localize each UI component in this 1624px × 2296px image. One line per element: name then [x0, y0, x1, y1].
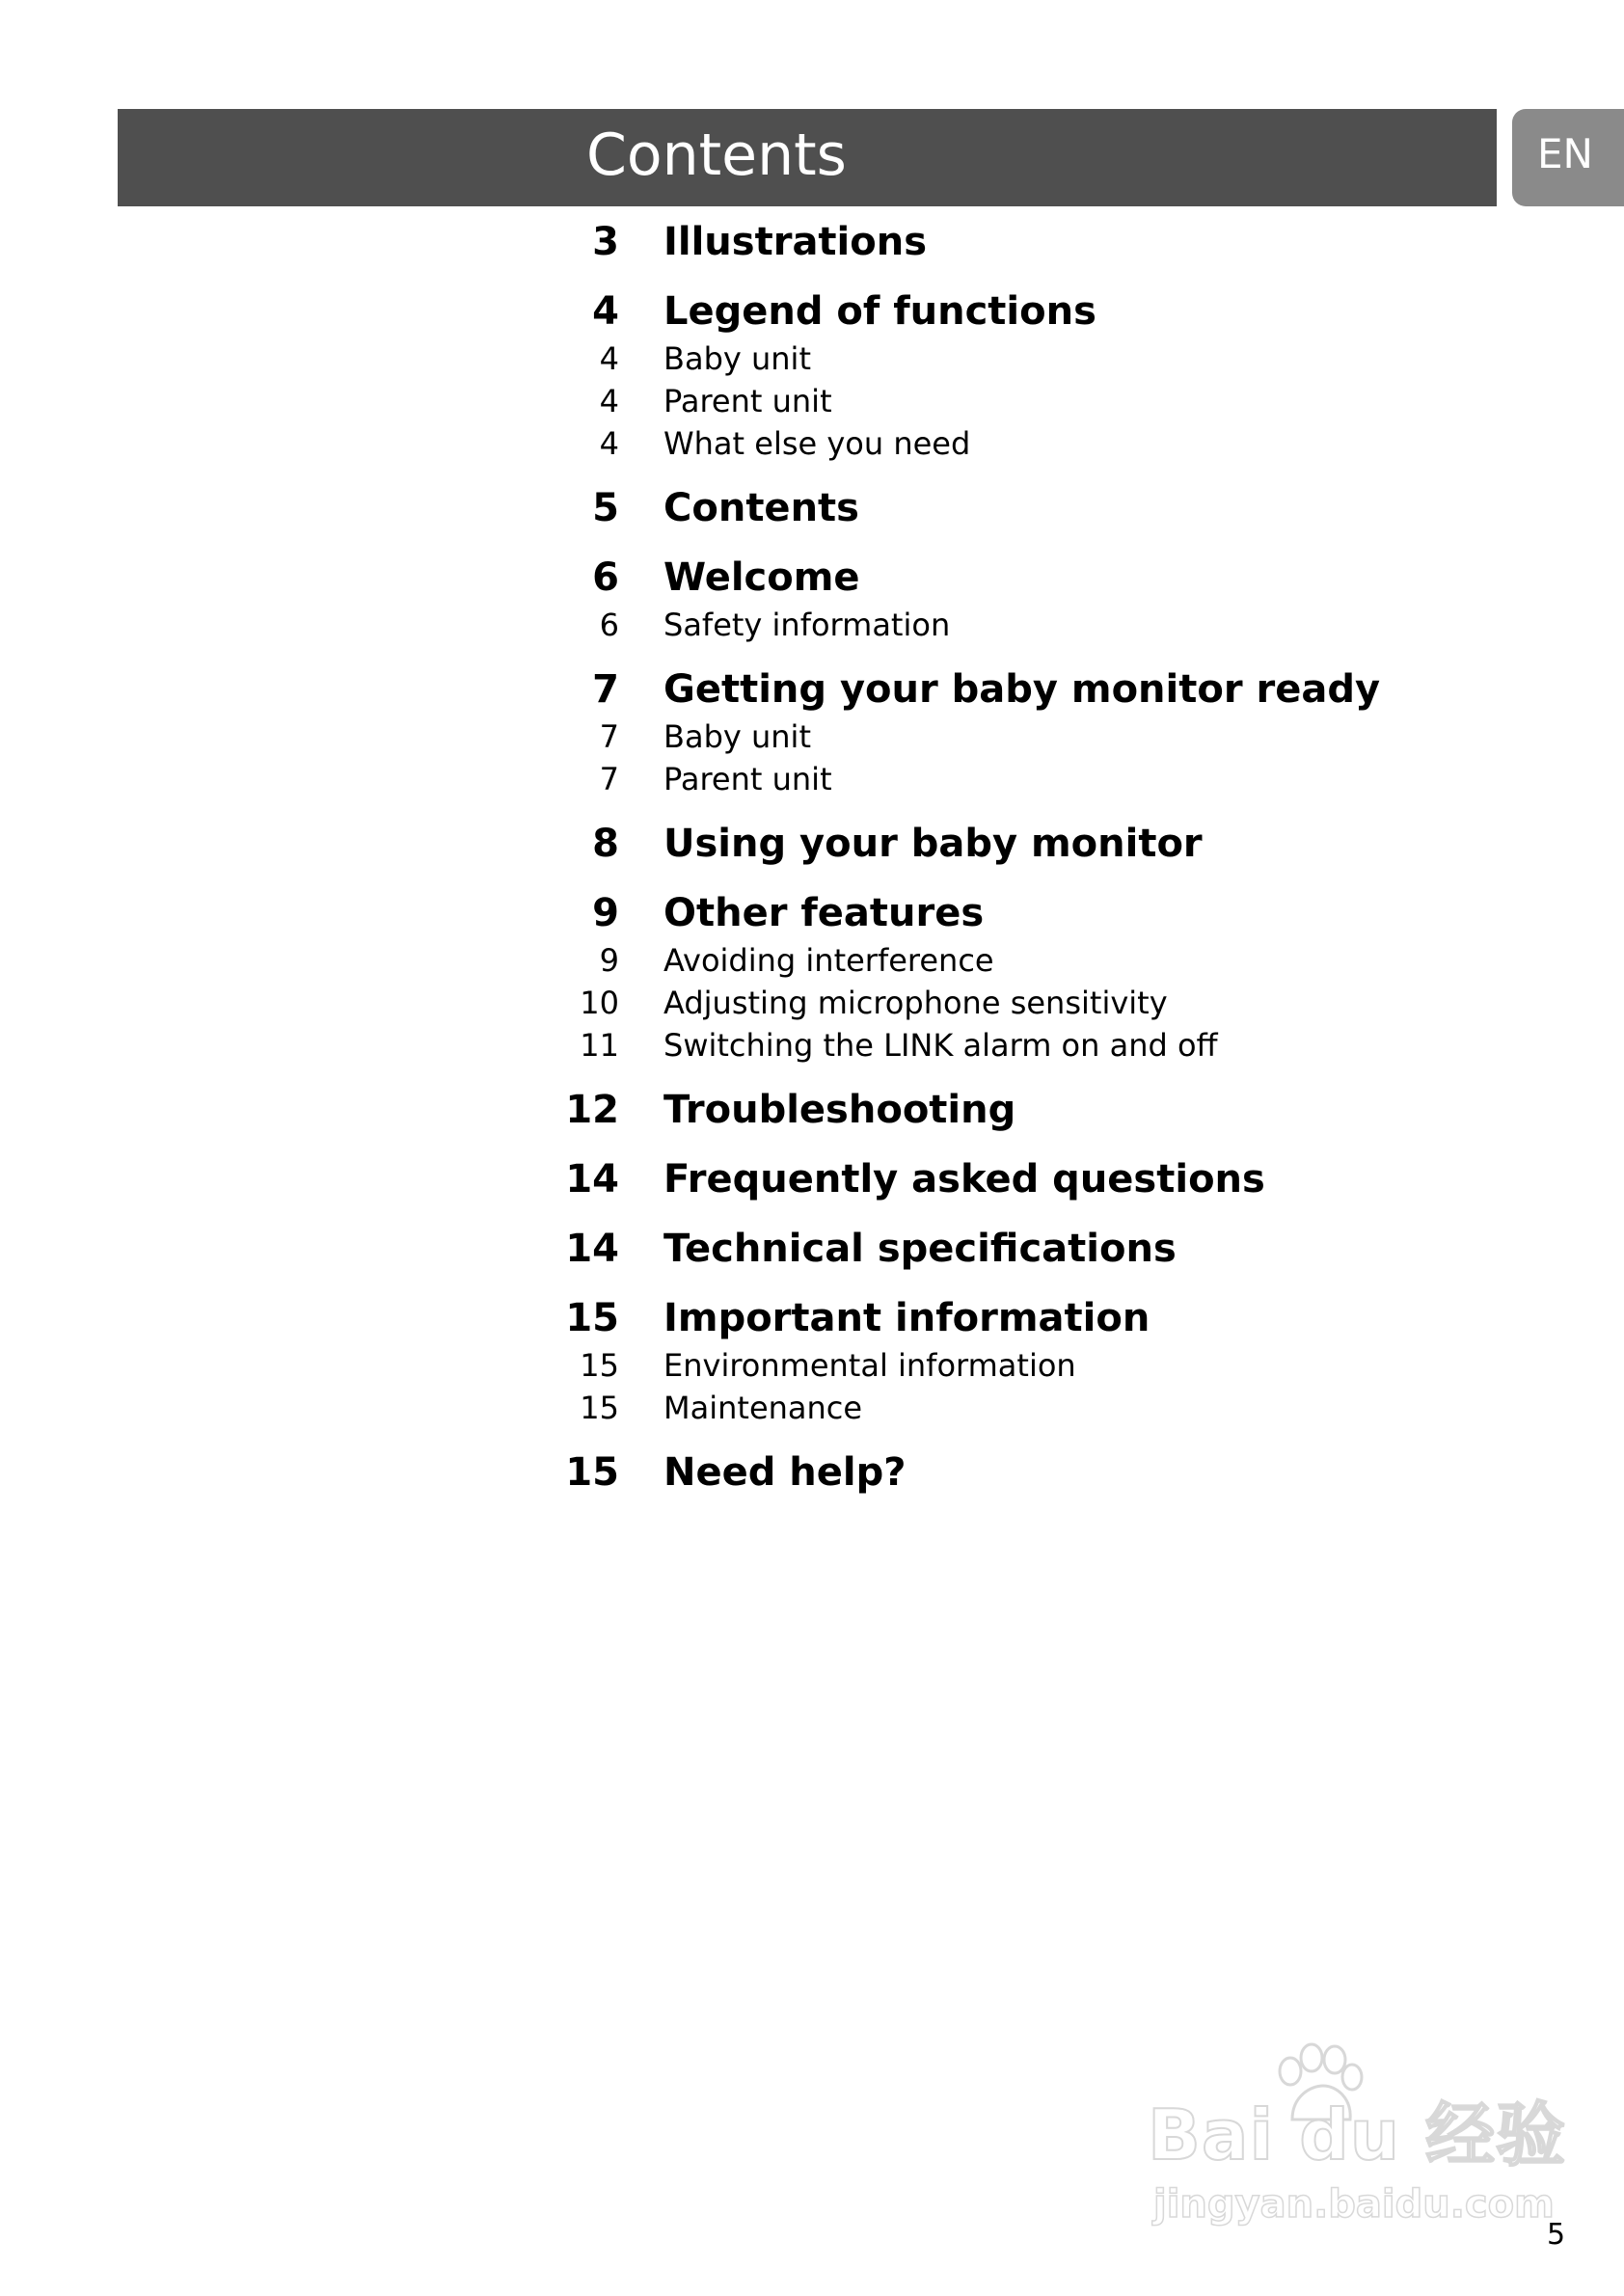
toc-entry-title: Other features	[663, 891, 985, 935]
toc-entry	[540, 1446, 1504, 1499]
toc-section	[540, 1153, 1504, 1205]
toc-subentry-page: 4	[599, 383, 619, 419]
toc-subentry	[540, 604, 1504, 646]
toc-subentry-page: 15	[580, 1347, 619, 1384]
toc-subentry-title: Baby unit	[663, 340, 811, 377]
toc-entry-title: Illustrations	[663, 220, 928, 264]
toc-subentry-title: Parent unit	[663, 761, 832, 797]
toc-entry	[540, 663, 1504, 716]
toc-subentry-title: What else you need	[663, 425, 971, 462]
toc-subentry-title: Safety information	[663, 607, 951, 643]
toc-subentry-page: 4	[599, 340, 619, 377]
toc-entry	[540, 1223, 1504, 1275]
toc-entry-page: 14	[565, 1157, 619, 1202]
table-of-contents	[540, 216, 1504, 1499]
toc-entry-page: 7	[592, 667, 619, 712]
language-tab-label: EN	[1537, 130, 1593, 177]
toc-entry-page: 6	[592, 555, 619, 600]
toc-subentry-page: 10	[580, 985, 619, 1021]
toc-entry-page: 5	[592, 486, 619, 530]
watermark	[1148, 2042, 1567, 2235]
toc-entry-page: 12	[565, 1088, 619, 1132]
toc-subentry	[540, 716, 1504, 758]
toc-subentry-page: 7	[599, 761, 619, 797]
toc-entry-page: 14	[565, 1227, 619, 1271]
toc-entry-title: Welcome	[663, 555, 860, 600]
toc-section	[540, 1446, 1504, 1499]
toc-entry	[540, 285, 1504, 338]
toc-entry-title: Using your baby monitor	[663, 822, 1203, 866]
toc-entry-page: 15	[565, 1450, 619, 1495]
toc-subentry-title: Adjusting microphone sensitivity	[663, 985, 1168, 1021]
header-bar	[118, 109, 1497, 206]
toc-entry	[540, 1084, 1504, 1136]
toc-entry-title: Important information	[663, 1296, 1150, 1340]
toc-subentry-page: 9	[599, 942, 619, 979]
toc-entry	[540, 818, 1504, 870]
toc-section	[540, 482, 1504, 534]
language-tab	[1512, 109, 1624, 206]
page-title: Contents	[586, 122, 847, 189]
toc-subentry	[540, 338, 1504, 380]
toc-subentry-page: 6	[599, 607, 619, 643]
toc-subentry-title: Environmental information	[663, 1347, 1076, 1384]
toc-section	[540, 1223, 1504, 1275]
toc-subentry-title: Avoiding interference	[663, 942, 994, 979]
page-number: 5	[1547, 2218, 1566, 2252]
toc-entry	[540, 1153, 1504, 1205]
toc-entry-title: Frequently asked questions	[663, 1157, 1265, 1202]
watermark-logo: Bai du 经验	[1148, 2094, 1567, 2175]
toc-section	[540, 216, 1504, 268]
toc-subentry	[540, 422, 1504, 465]
toc-entry-title: Legend of functions	[663, 289, 1096, 334]
toc-section	[540, 1084, 1504, 1136]
toc-subentry	[540, 982, 1504, 1024]
toc-subentry-page: 7	[599, 718, 619, 755]
toc-entry-page: 8	[592, 822, 619, 866]
toc-entry-page: 9	[592, 891, 619, 935]
watermark-url: jingyan.baidu.com	[1153, 2182, 1555, 2227]
toc-section	[540, 1292, 1504, 1429]
toc-section	[540, 552, 1504, 646]
toc-entry-title: Getting your baby monitor ready	[663, 667, 1381, 712]
toc-section	[540, 663, 1504, 800]
toc-section	[540, 818, 1504, 870]
toc-subentry	[540, 939, 1504, 982]
toc-section	[540, 887, 1504, 1067]
toc-entry	[540, 482, 1504, 534]
toc-subentry	[540, 758, 1504, 800]
toc-entry	[540, 1292, 1504, 1344]
toc-subentry	[540, 1024, 1504, 1067]
toc-subentry	[540, 380, 1504, 422]
toc-entry-title: Contents	[663, 486, 859, 530]
toc-subentry-page: 15	[580, 1390, 619, 1426]
toc-entry	[540, 216, 1504, 268]
toc-entry	[540, 552, 1504, 604]
toc-entry-title: Need help?	[663, 1450, 907, 1495]
toc-subentry	[540, 1344, 1504, 1387]
toc-entry-page: 3	[592, 220, 619, 264]
toc-subentry	[540, 1387, 1504, 1429]
toc-subentry-page: 11	[580, 1027, 619, 1064]
toc-entry-title: Technical specifications	[663, 1227, 1177, 1271]
toc-subentry-page: 4	[599, 425, 619, 462]
toc-subentry-title: Parent unit	[663, 383, 832, 419]
toc-subentry-title: Switching the LINK alarm on and off	[663, 1027, 1218, 1064]
toc-section	[540, 285, 1504, 465]
toc-entry-title: Troubleshooting	[663, 1088, 1016, 1132]
toc-subentry-title: Maintenance	[663, 1390, 863, 1426]
toc-entry-page: 4	[592, 289, 619, 334]
toc-subentry-title: Baby unit	[663, 718, 811, 755]
toc-entry	[540, 887, 1504, 939]
toc-entry-page: 15	[565, 1296, 619, 1340]
